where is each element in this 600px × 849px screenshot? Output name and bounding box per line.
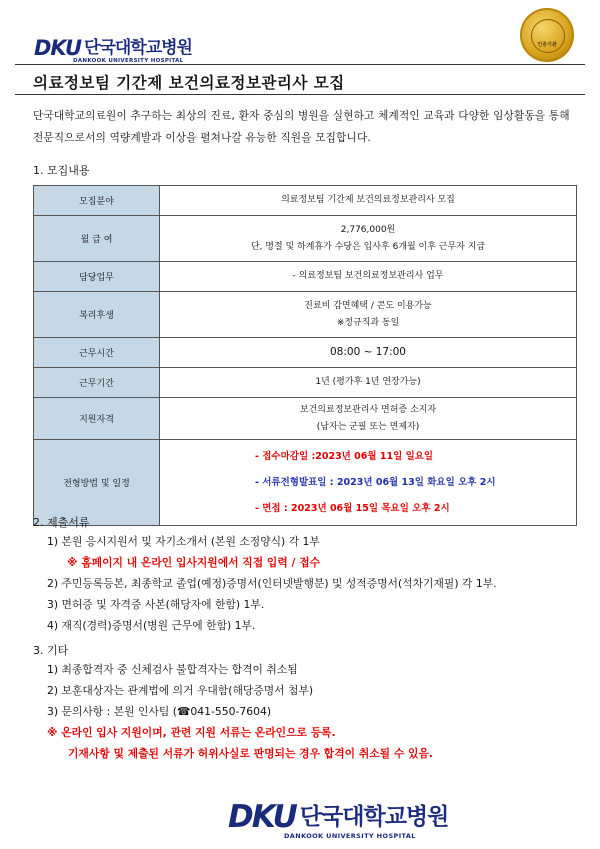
list-item-note: ※ 홈페이지 내 온라인 입사지원에서 직접 입력 / 접수: [67, 556, 321, 569]
table-row: [34, 338, 577, 368]
row-value-line: 2,776,000원: [340, 224, 396, 235]
schedule-deadline: - 접수마감일 :2023년 06월 11일 일요일: [255, 450, 434, 462]
row-value: [160, 338, 577, 368]
row-value-line: 08:00 ~ 17:00: [330, 346, 406, 358]
table-row: [34, 368, 577, 398]
row-value-line: ※정규직과 동일: [336, 317, 400, 328]
table-row: [34, 292, 577, 338]
seal-text: 인증기관: [537, 42, 557, 48]
row-label: 근무시간: [34, 338, 160, 368]
table-row: [34, 216, 577, 262]
schedule-document-result: - 서류전형발표일 : 2023년 06월 13일 화요일 오후 2시: [255, 476, 496, 488]
row-label: 담당업무: [34, 262, 160, 292]
list-item: 3) 면허증 및 자격증 사본(해당자에 한함) 1부.: [47, 598, 265, 611]
list-item: 1) 최종합격자 중 신체검사 불합격자는 합격이 취소됨: [47, 663, 298, 676]
logo-english-name: DANKOOK UNIVERSITY HOSPITAL: [73, 58, 184, 64]
section1-heading: 1. 모집내용: [33, 164, 90, 177]
hospital-logo: [34, 38, 192, 64]
table-row-schedule: [34, 440, 577, 526]
list-item: 3) 문의사항 : 본원 인사팀 (☎041-550-7604): [47, 705, 272, 718]
documents-list: [47, 531, 587, 636]
section3-heading: 3. 기타: [33, 644, 69, 657]
table-row: [34, 262, 577, 292]
schedule-interview: - 면접 : 2023년 06월 15일 목요일 오후 2시: [255, 502, 450, 514]
table-row: [34, 186, 577, 216]
page-title: 의료정보팀 기간제 보건의료정보관리사 모집: [33, 74, 345, 92]
list-item: 2) 주민등록등본, 최종학교 졸업(예정)증명서(인터넷발행분) 및 성적증명서(석차기재필) 각 1부.: [47, 577, 497, 590]
logo-mark: DKU: [34, 36, 82, 60]
row-value: [160, 216, 577, 262]
row-value-line: 의료정보팀 기간제 보건의료정보관리사 모집: [281, 195, 455, 205]
list-item: 1) 본원 응시지원서 및 자기소개서 (본원 소정양식) 각 1부: [47, 535, 320, 548]
row-value-line: - 의료정보팀 보건의료정보관리사 업무: [292, 271, 444, 281]
top-divider: [15, 64, 585, 65]
schedule-value: [160, 440, 577, 526]
table-row: [34, 398, 577, 440]
section2-heading: 2. 제출서류: [33, 516, 90, 529]
row-label: 근무기간: [34, 368, 160, 398]
row-value-line: (남자는 군필 또는 면제자): [316, 421, 420, 432]
row-label: 모집분야: [34, 186, 160, 216]
row-label: 월 급 여: [34, 216, 160, 262]
row-value-line: 단, 명절 및 하계휴가 수당은 입사후 6개월 이후 근무자 지급: [250, 241, 486, 252]
intro-paragraph: 단국대학교의료원이 추구하는 최상의 진료, 환자 중심의 병원을 실현하고 체계적인 교육과 다양한 임상활동을 통해 전문직으로서의 역량계발과 이상을 펼쳐나갈 유능한 직원을 모집합니다.: [33, 110, 570, 144]
list-item-note: ※ 온라인 입사 지원이며, 관련 지원 서류는 온라인으로 등록.: [47, 726, 336, 739]
row-value: [160, 262, 577, 292]
row-label: 전형방법 및 일정: [34, 440, 160, 526]
row-value: [160, 398, 577, 440]
row-label: 지원자격: [34, 398, 160, 440]
logo-korean-name: 단국대학교병원: [299, 804, 449, 830]
list-item: 2) 보훈대상자는 관계법에 의거 우대함(해당증명서 첨부): [47, 684, 314, 697]
logo-english-name: DANKOOK UNIVERSITY HOSPITAL: [284, 832, 416, 840]
row-value-line: 보건의료정보관리사 면허증 소지자: [299, 404, 437, 415]
list-item: 4) 재직(경력)증명서(병원 근무에 한함) 1부.: [47, 619, 256, 632]
certification-seal: [520, 8, 574, 62]
title-divider: [15, 94, 585, 95]
row-value: [160, 186, 577, 216]
logo-mark: DKU: [228, 799, 296, 835]
logo-korean-name: 단국대학교병원: [84, 38, 192, 58]
row-value: [160, 292, 577, 338]
recruitment-table: [33, 185, 577, 526]
row-value-line: 진료비 감면혜택 / 콘도 이용가능: [304, 300, 432, 311]
row-value: [160, 368, 577, 398]
hospital-logo-bottom: [228, 799, 449, 840]
etc-list: [47, 659, 587, 764]
row-value-line: 1년 (평가후 1년 연장가능): [315, 377, 421, 387]
row-label: 복리후생: [34, 292, 160, 338]
list-item-note: 기재사항 및 제출된 서류가 허위사실로 판명되는 경우 합격이 취소될 수 있음.: [68, 747, 434, 760]
